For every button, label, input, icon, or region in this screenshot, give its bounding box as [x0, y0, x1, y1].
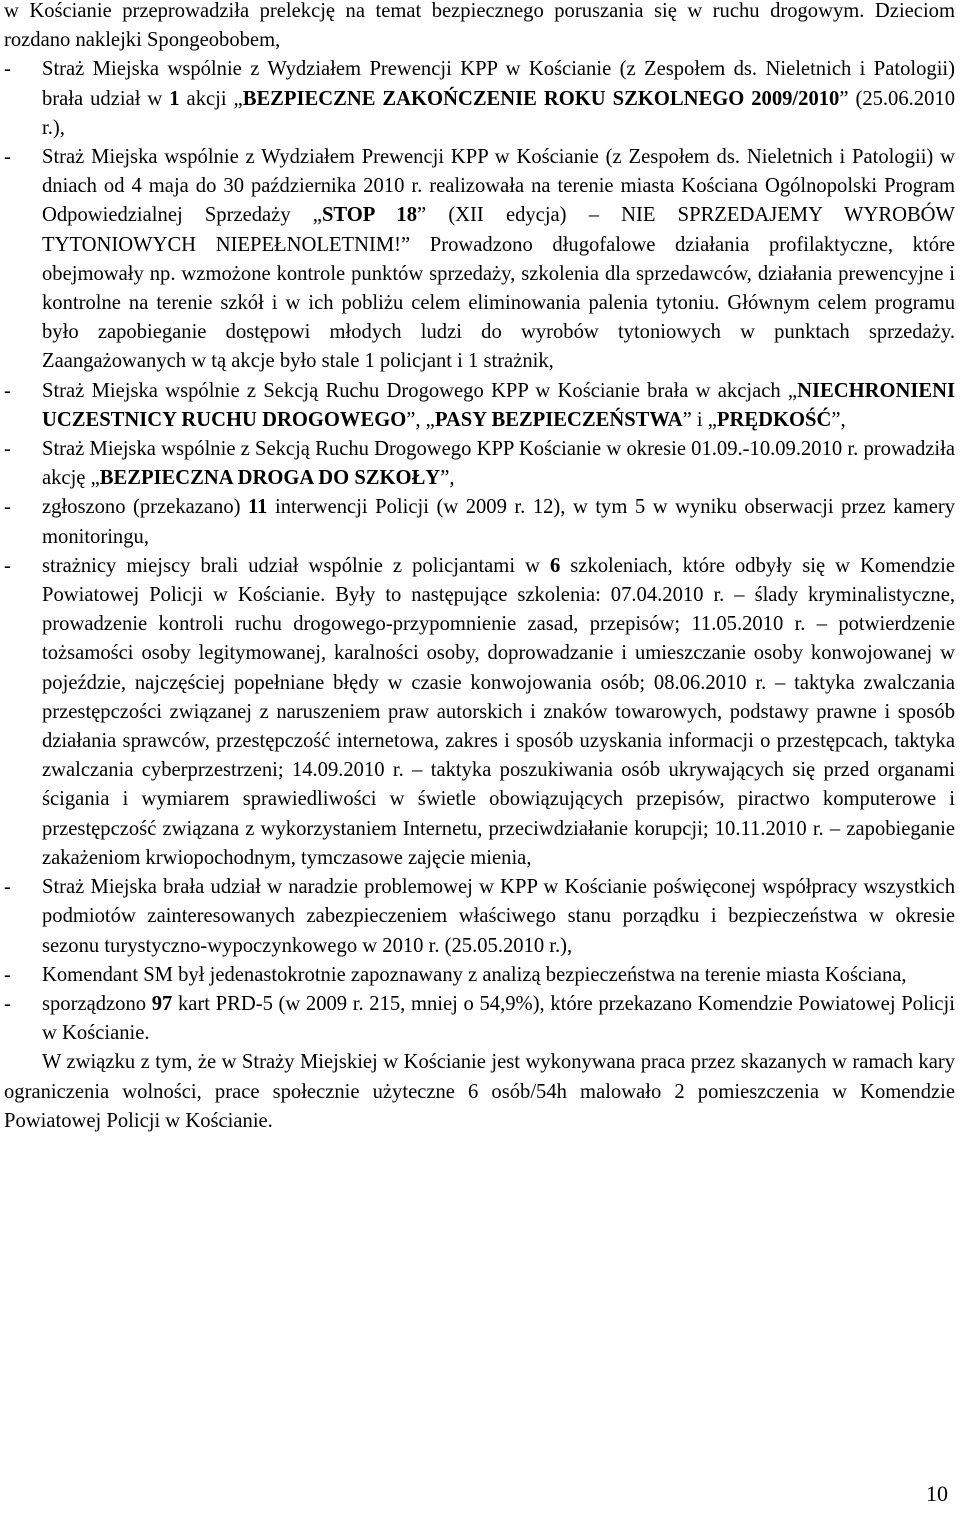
list-item [0, 377, 960, 435]
campaign-name: PASY BEZPIECZEŃSTWA [434, 408, 683, 431]
item-text: Straż Miejska wspólnie z Sekcją Ruchu Drogowego KPP Kościanie w okresie 01.09.-10.09.2010 r. prowadziła akcję „ [42, 438, 955, 490]
item-text: ”, [440, 467, 455, 490]
list-dash: - [4, 496, 11, 519]
item-text: ”, [831, 408, 846, 431]
page-number: 10 [926, 1481, 948, 1506]
item-bold: 11 [248, 496, 268, 519]
item-text: zgłoszono (przekazano) [42, 496, 249, 519]
item-text: ”, „ [406, 408, 435, 431]
list-item [0, 143, 960, 377]
list-dash: - [4, 554, 11, 577]
item-bold: 6 [549, 554, 561, 577]
item-text: Komendant SM był jedenastokrotnie zapoznawany z analizą bezpieczeństwa na terenie miasta Kościana, [42, 963, 907, 986]
item-text: sporządzono [42, 992, 152, 1015]
item-text: ” i „ [682, 408, 717, 431]
item-text: Straż Miejska wspólnie z Wydziałem Prewencji KPP w Kościanie (z Zespołem ds. Nieletnich i Patologii) brała udział w [42, 58, 955, 110]
list-dash: - [4, 146, 11, 169]
list-dash: - [4, 379, 11, 402]
item-text: strażnicy miejscy brali udział wspólnie z policjantami w [42, 554, 550, 577]
list-dash: - [4, 438, 11, 461]
intro-paragraph: w Kościanie przeprowadziła prelekcję na temat bezpiecznego poruszania się w ruchu drogowym. Dzieciom rozdano naklejki Spongeobobem, [4, 0, 955, 52]
item-text: Straż Miejska wspólnie z Wydziałem Prewencji KPP w Kościanie (z Zespołem ds. Nieletnich i Patologii) w dniach od 4 maja do 30 października 2010 r. realizowała na terenie miasta Kościana Ogólnopolski Program Odpowiedzialnej Sprzedaży „ [42, 146, 955, 227]
item-text: ” (25.06.2010 r.), [42, 87, 955, 139]
item-text: ” (XII edycja) – NIE SPRZEDAJEMY WYROBÓW TYTONIOWYCH NIEPEŁNOLETNIM!” Prowadzono długofalowe działania profilaktyczne, które obejmowały np. wzmożone kontrole punktów sprzedaży, szkolenia dla sprzedawców, działania prewencyjne i kontrolne na terenie szkół i w ich pobliżu celem eliminowania palenia tytoniu. Głównym celem programu było zapobieganie dostępowi młodych ludzi do wyrobów tytoniowych w punktach sprzedaży. Zaangażowanych w tą akcje było stale 1 policjant i 1 strażnik, [42, 204, 955, 373]
list-item [0, 55, 960, 143]
campaign-name: PRĘDKOŚĆ [716, 408, 832, 431]
list-item [0, 552, 960, 873]
list-item [0, 493, 960, 551]
campaign-name: STOP 18 [321, 204, 417, 227]
campaign-name: BEZPIECZNA DROGA DO SZKOŁY [99, 467, 441, 490]
list-dash: - [4, 876, 11, 899]
list-dash: - [4, 963, 11, 986]
item-bold: 1 [169, 87, 180, 110]
item-text: Straż Miejska wspólnie z Sekcją Ruchu Drogowego KPP w Kościanie brała w akcjach „ [42, 379, 798, 402]
item-text: kart PRD-5 (w 2009 r. 215, mniej o 54,9%), które przekazano Komendzie Powiatowej Policji w Kościanie. [42, 992, 955, 1045]
item-bold: 97 [151, 992, 173, 1015]
item-text: interwencji Policji (w 2009 r. 12), w tym 5 w wyniku obserwacji przez kamery monitoringu, [42, 496, 955, 548]
list-item [0, 873, 960, 961]
item-text: Straż Miejska brała udział w naradzie problemowej w KPP w Kościanie poświęconej współpracy wszystkich podmiotów zainteresowanych zabezpieczeniem właściwego stanu porządku i bezpieczeństwa w okresie sezonu turystyczno-wypoczynkowego w 2010 r. (25.05.2010 r.), [42, 876, 955, 957]
list-dash: - [4, 992, 11, 1015]
closing-text: W związku z tym, że w Straży Miejskiej w Kościanie jest wykonywana praca przez skazanych w ramach kary ograniczenia wolności, prace społecznie użyteczne 6 osób/54h malowało 2 pomieszczenia w Komendzie Powiatowej Policji w Kościanie. [4, 1051, 955, 1132]
campaign-name: BEZPIECZNE ZAKOŃCZENIE ROKU SZKOLNEGO 2009/2010 [242, 87, 840, 110]
item-text: szkoleniach, które odbyły się w Komendzie Powiatowej Policji w Kościanie. Były to następujące szkolenia: 07.04.2010 r. – ślady kryminalistyczne, prowadzenie kontroli ruchu drogowego-przypomnienie zasad, przepisów; 11.05.2010 r. – potwierdzenie tożsamości osoby legitymowanej, karalności osoby, doprowadzanie i umieszczanie osoby konwojowanej w pojeździe, najczęściej popełniane błędy w czasie konwojowania osób; 08.06.2010 r. – taktyka zwalczania przestępczości związanej z naruszeniem praw autorskich i znaków towarowych, podstawy prawne i sposób działania sprawców, przestępczość internetowa, zakres i sposób uzyskania informacji o przestępcach, taktyka zwalczania cyberprzestrzeni; 14.09.2010 r. – taktyka poszukiwania osób ukrywających się przed organami ścigania i wymiarem sprawiedliwości w świetle obowiązujących przepisów, piractwo komputerowe i przestępczość związana z wykorzystaniem Internetu, przeciwdziałanie korupcji; 10.11.2010 r. – zapobieganie zakażeniom krwiopochodnym, tymczasowe zajęcie mienia, [42, 554, 955, 869]
list-item [0, 961, 960, 990]
item-text: akcji „ [179, 87, 243, 110]
closing-paragraph [0, 1048, 960, 1136]
list-item [0, 435, 960, 493]
list-dash: - [4, 58, 11, 81]
campaign-name: NIECHRONIENI UCZESTNICY RUCHU DROGOWEGO [42, 379, 955, 431]
list-item [0, 990, 960, 1048]
